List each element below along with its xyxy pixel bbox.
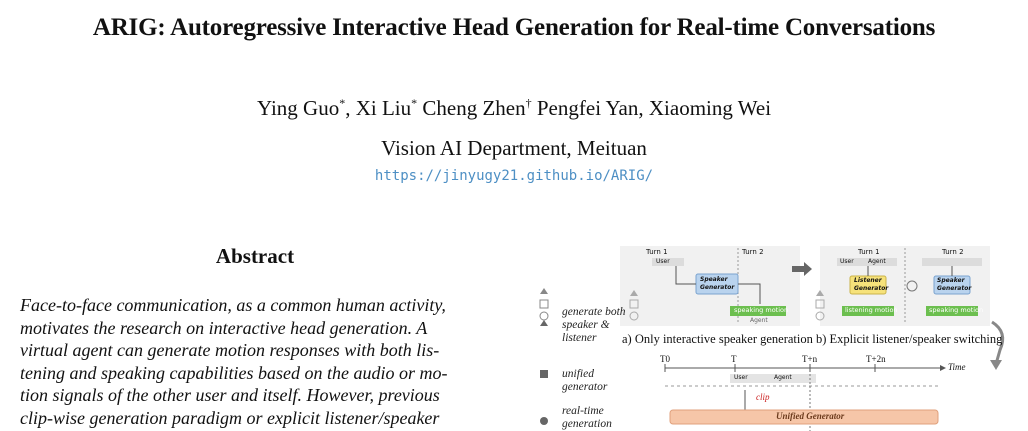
panel-b-speaker-gen-l2: Generator [937, 285, 972, 292]
author-mark: † [525, 96, 532, 110]
abstract-line: tening and speaking capabilities based on the audio or mo- [20, 362, 448, 383]
abstract-line: motivates the research on interactive head generation. A [20, 317, 428, 338]
panel-b-listener-gen-l2: Generator [854, 285, 889, 292]
panel-a-caption: a) Only interactive speaker generation [622, 332, 813, 346]
legend-item [562, 306, 626, 345]
legend-text: generator [562, 381, 608, 393]
legend-text: listener [562, 332, 597, 344]
author-name: Pengfei Yan [536, 96, 639, 120]
author-name: Cheng Zhen [422, 96, 526, 120]
panel-b-listening-motion: listening motion [845, 306, 898, 314]
circle-icon [540, 417, 548, 425]
author-mark: * [411, 96, 418, 110]
panel-a-user: User [656, 258, 670, 265]
panel-a-speaker-gen-l1: Speaker [700, 276, 728, 283]
project-url-link[interactable]: https://jinyugy21.github.io/ARIG/ [374, 168, 654, 184]
author-name: Xiaoming Wei [648, 96, 772, 120]
panel-c-user: User [734, 374, 748, 381]
abstract-line: Face-to-face communication, as a common human activity, [20, 295, 446, 315]
panel-a-turn1: Turn 1 [646, 248, 668, 256]
legend-text: generation [562, 418, 612, 430]
affiliation: Vision AI Department, Meituan [381, 136, 647, 160]
tick-label: T0 [660, 354, 670, 364]
legend-text: real-time [562, 405, 604, 417]
time-axis-head [940, 365, 946, 371]
legend-item [562, 405, 612, 431]
panel-a-speaker-gen-l2: Generator [700, 284, 735, 291]
time-label: Time [948, 362, 966, 372]
panel-a-agent: Agent [750, 317, 768, 324]
panel-b-caption: b) Explicit listener/speaker switching [816, 332, 1003, 346]
teaser-figure [530, 240, 1028, 431]
square-icon [540, 370, 548, 378]
abstract-line: clip-wise generation paradigm or explicit listener/speaker [20, 407, 440, 428]
author-list [0, 96, 1028, 121]
panel-b-user: User [840, 258, 854, 265]
panel-a-speaking-motion: speaking motion [734, 306, 789, 314]
panel-b-user-tag-2 [922, 258, 982, 266]
unified-generator-label: Unified Generator [776, 411, 845, 421]
abstract-line: virtual agent can generate motion responses with both lis- [20, 340, 440, 361]
tick-label: T+n [802, 354, 818, 364]
legend-text: generate both [562, 306, 626, 318]
author-name: Xi Liu [355, 96, 412, 120]
author-name: Ying Guo [256, 96, 340, 120]
tick-label: T+2n [866, 354, 886, 364]
author-sep: , [638, 96, 649, 120]
panel-b-agent: Agent [868, 258, 886, 265]
panel-c-agent: Agent [774, 374, 792, 381]
legend-text: speaker & [562, 319, 610, 331]
triangle-icon [540, 320, 548, 326]
author-mark: * [339, 96, 346, 110]
panel-b-turn2: Turn 2 [942, 248, 964, 256]
abstract-line: tion signals of the other user and itself. However, previous [20, 385, 440, 406]
legend-icons [534, 240, 554, 431]
panel-b-listener-gen-l1: Listener [854, 277, 882, 284]
abstract-heading: Abstract [215, 244, 295, 268]
clip-label: clip [756, 392, 770, 402]
panel-b-turn1: Turn 1 [858, 248, 880, 256]
paper-title: ARIG: Autoregressive Interactive Head Generation for Real-time Conversations [92, 14, 936, 41]
panel-b-speaker-gen-l1: Speaker [937, 277, 965, 284]
panel-a-turn2: Turn 2 [742, 248, 764, 256]
author-sep: , [345, 96, 356, 120]
tick-label: T [731, 354, 737, 364]
legend-item [562, 368, 607, 394]
abstract-body [20, 294, 491, 430]
legend-text: unified [562, 368, 594, 380]
curve-arrow-head [990, 360, 1002, 370]
panel-b-speaking-motion: speaking motion [929, 306, 984, 314]
